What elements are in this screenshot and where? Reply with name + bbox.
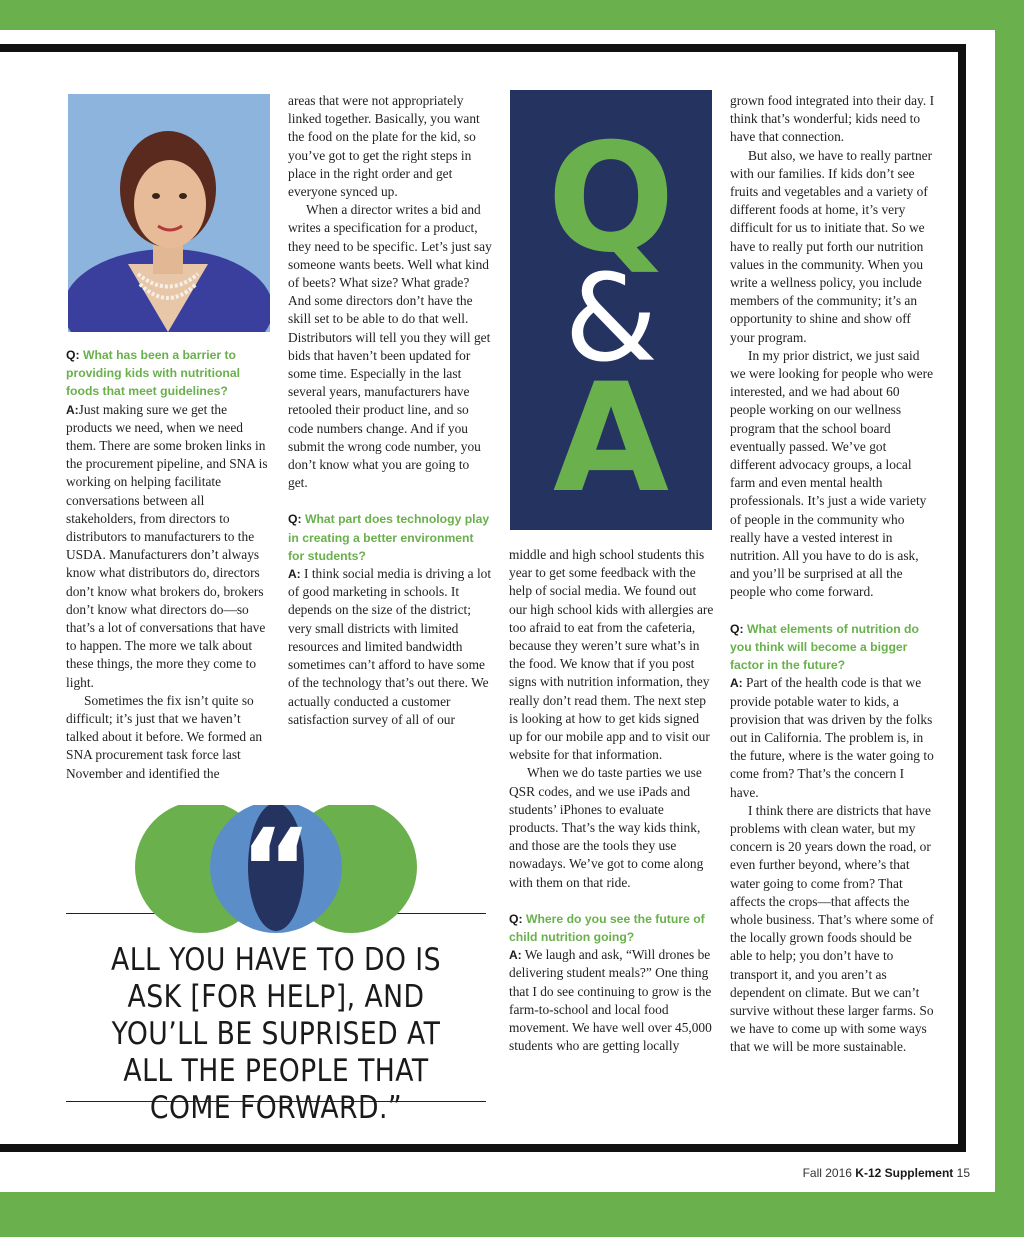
answer-text: Part of the health code is that we provide potable water to kids, a provision that was driven by the folks out in California. The problem is, in the future, where is the water going to come from? That’s the concern I have. — [730, 675, 934, 800]
qa-ampersand: & — [564, 250, 658, 389]
paragraph: But also, we have to really partner with our families. If kids don’t see fruits and vegetables and a variety of different foods at home, it’s very difficult for us to initiate that. So we have to really put forth our nutrition values in the community. When you write a wellness policy, you include members of the community; it’s an opportunity to shine and show off your program. — [730, 147, 933, 345]
column-1 — [66, 346, 270, 783]
q-label: Q: — [288, 512, 302, 527]
quote-circles-graphic — [66, 805, 486, 935]
paragraph: areas that were not appropriately linked together. Basically, you want the food on the plate for the kid, so you’ve got to get the right steps in place in the right order and get everyone synced up. — [288, 93, 480, 200]
a-label: A: — [509, 948, 522, 963]
q-label: Q: — [66, 348, 80, 362]
column-3 — [509, 546, 714, 1055]
answer-text: Just making sure we get the products we need, when we need them. There are some broken links in the procurement pipeline, and SNA is working on helping facilitate conversations between all stakeholders, from directors to distributors to manufacturers to the USDA. Manufacturers don’t always know what distributors do, directors don’t know what brokers do, brokers don’t know what directors do—so that’s a lot of conversations that have to happen. The more we talk about these things, the more they come to light. — [66, 401, 268, 690]
paragraph: middle and high school students this year to get some feedback with the help of social media. We found out our high school kids with allergies are too afraid to eat from the cafeteria, because they weren’t sure what’s in the food. We know that if you post signs with nutrition information, they really don’t read them. The next step is looking at how to get kids signed up for our mobile app and to visit our website for that information. — [509, 547, 714, 763]
page-number: 15 — [956, 1166, 970, 1180]
answer-1 — [66, 401, 270, 692]
page-footer — [780, 1166, 970, 1180]
paragraph: In my prior district, we just said we were looking for people who were interested, and we had about 60 people working on our wellness program that the school board eventually passed. We’ve got different advocacy groups, a local farm and even mental health professionals. It’s just a wide variety of people in the community who really have a vested interest in nutrition. All you have to do is ask, and you’ll be surprised at all the people who come forward. — [730, 347, 934, 600]
a-label: A: — [730, 676, 743, 691]
answer-4 — [730, 674, 935, 801]
paragraph: grown food integrated into their day. I think that’s wonderful; kids need to have that connection. — [730, 93, 935, 145]
paragraph: When a director writes a bid and writes a specification for a product, they need to be specific. Let’s just say someone wants beets. Well what kind of beets? What size? What grade? And some directors don’t have the skill set to be able to do that well. Distributors will tell you they will get bids that haven’t been updated for some time. Especially in the last several years, manufacturers have retooled their product line, and so code numbers change. And if you submit the wrong code number, you don’t know what you are going to get. — [288, 202, 492, 491]
question-3 — [509, 910, 714, 946]
quote-mark-icon: “ — [239, 805, 313, 933]
qa-letter-q: Q — [547, 112, 675, 286]
question-4 — [730, 620, 935, 675]
question-text: Where do you see the future of child nutrition going? — [509, 911, 705, 945]
footer-season: Fall 2016 — [802, 1166, 852, 1180]
answer-3 — [509, 946, 714, 1055]
paragraph: Sometimes the fix isn’t quite so difficult; it’s just that we haven’t talked about it before. We formed an SNA procurement task force last November and identified the — [66, 692, 263, 781]
a-label: A: — [66, 402, 79, 417]
question-text: What part does technology play in creating a better environment for students? — [288, 512, 490, 563]
a-label: A: — [288, 567, 301, 582]
question-2 — [288, 510, 492, 565]
qa-letter-a: A — [552, 352, 670, 526]
question-text: What elements of nutrition do you think will become a bigger factor in the future? — [730, 621, 919, 673]
answer-text: We laugh and ask, “Will drones be delivering student meals?” One thing that I do see continuing to grow is the farm-to-school and local food movement. We have well over 45,000 students who are getting locally — [509, 947, 712, 1054]
q-label: Q: — [509, 911, 523, 926]
paragraph: I think there are districts that have problems with clean water, but my concern is 20 years down the road, or even further beyond, where’s that water going to come from? That affects the crops—that affects the whole business. That’s where some of the locally grown foods should be able to help; you don’t have to transport it, and you aren’t as dependent on climate. But we can’t survive without these larger farms. So we have to come up with some ways that we will be more sustainable. — [730, 802, 934, 1055]
quote-rule-bottom — [66, 1101, 486, 1102]
qa-panel — [510, 90, 712, 530]
paragraph: When we do taste parties we use QSR codes, and we use iPads and students’ iPhones to evaluate products. That’s the way kids think, and those are the tools they use nowadays. We’ve got to come along with them on that ride. — [509, 765, 704, 890]
question-text: What has been a barrier to providing kids with nutritional foods that meet guidelines? — [66, 348, 241, 399]
column-4 — [730, 92, 935, 1057]
column-2 — [288, 92, 492, 729]
answer-text: I think social media is driving a lot of good marketing in schools. It depends on the size of the district; very small districts with limited resources and limited bandwidth sometimes can’t afford to have some of the technology that’s out there. We actually conducted a customer satisfaction survey of all of our — [288, 566, 492, 727]
pull-quote-text: ALL YOU HAVE TO DO IS ASK [FOR HELP], AND YOU’LL BE SUPRISED AT ALL THE PEOPLE THAT COME FORWARD.” — [111, 942, 441, 1126]
q-label: Q: — [730, 621, 744, 636]
answer-2 — [288, 565, 492, 729]
question-1 — [66, 346, 270, 401]
footer-publication: K-12 Supplement — [855, 1166, 954, 1180]
portrait-photo — [68, 94, 270, 332]
